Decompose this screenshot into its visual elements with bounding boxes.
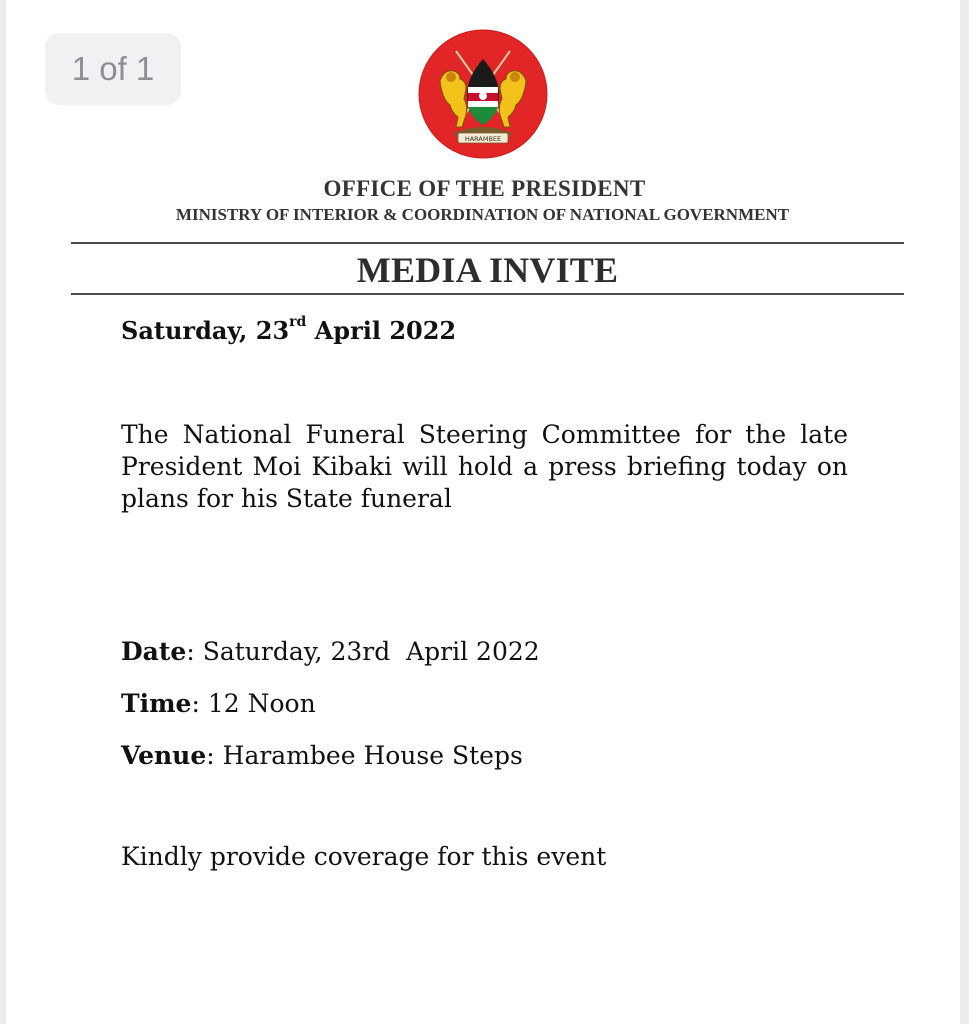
detail-time-value: : 12 Noon — [191, 689, 316, 718]
detail-venue-label: Venue — [121, 741, 207, 770]
date-heading-ordinal: rd — [289, 314, 307, 330]
date-heading — [121, 316, 456, 345]
detail-venue — [121, 741, 523, 770]
kenya-coat-of-arms-icon — [418, 29, 548, 159]
detail-date — [121, 637, 540, 666]
detail-time-label: Time — [121, 689, 192, 718]
document-title: MEDIA INVITE — [356, 250, 619, 290]
ministry-title: MINISTRY OF INTERIOR & COORDINATION OF NATIONAL GOVERNMENT — [175, 205, 790, 224]
date-heading-prefix: Saturday, 23 — [121, 316, 290, 345]
detail-venue-value: : Harambee House Steps — [206, 741, 523, 770]
date-heading-rest: April 2022 — [306, 316, 457, 345]
office-title: OFFICE OF THE PRESIDENT — [323, 176, 646, 201]
detail-date-label: Date — [121, 637, 187, 666]
body-paragraph: The National Funeral Steering Committee for the late President Moi Kibaki will hold a press briefing today on plans for his State funeral — [121, 420, 848, 513]
seal-banner-text: HARAMBEE — [464, 135, 502, 143]
detail-date-value: : Saturday, 23rd April 2022 — [186, 637, 540, 666]
top-divider — [71, 242, 904, 244]
detail-time — [121, 689, 316, 718]
closing-line: Kindly provide coverage for this event — [121, 842, 607, 871]
page-indicator: 1 of 1 — [45, 33, 181, 105]
bottom-divider — [71, 293, 904, 295]
